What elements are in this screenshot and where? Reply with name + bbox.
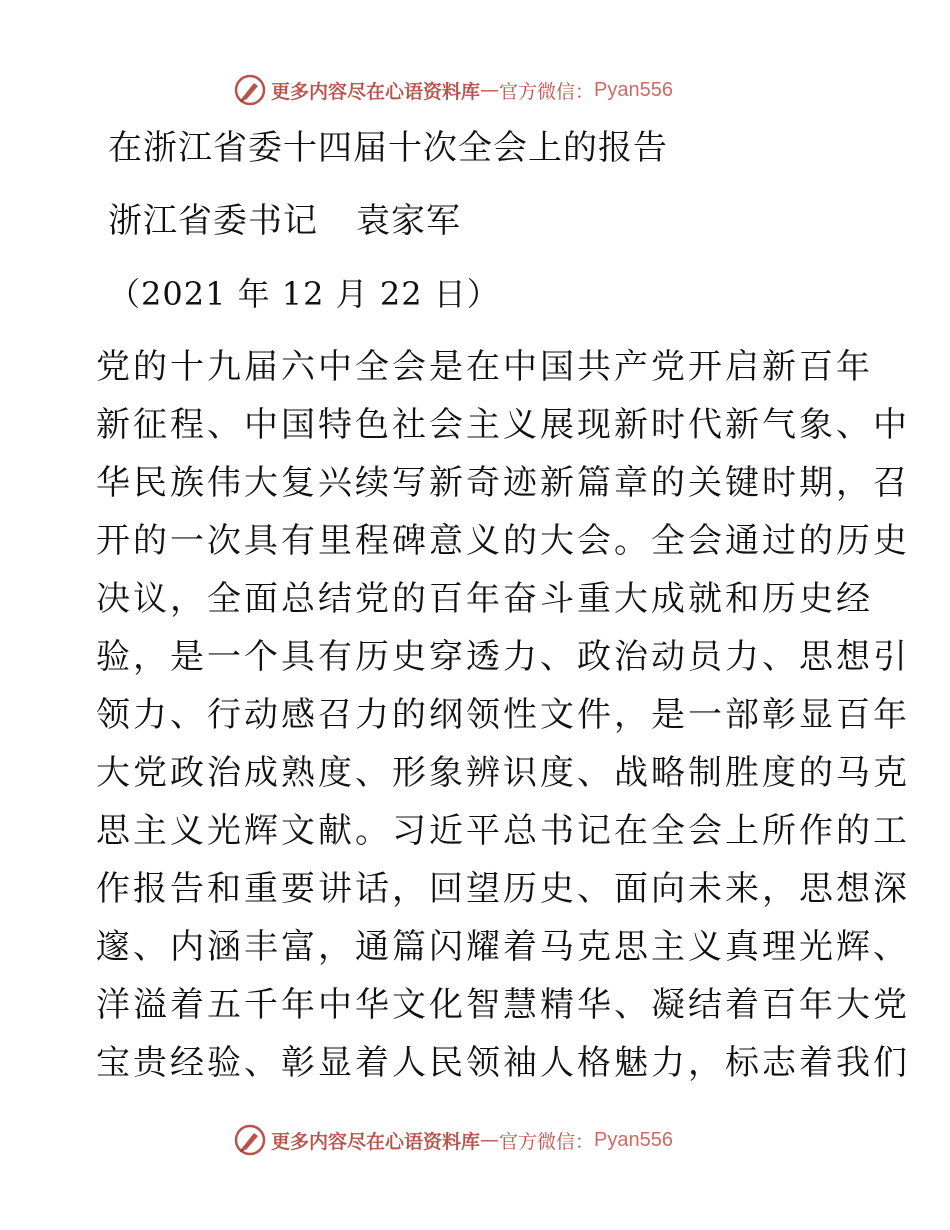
author-role: 浙江省委书记 [108,201,318,241]
body-line: 决议，全面总结党的百年奋斗重大成就和历史经 [96,579,873,619]
body-line: 开的一次具有里程碑意义的大会。全会通过的历史 [96,521,910,561]
watermark-account: Pyan556 [594,1128,673,1151]
body-line: 思主义光辉文献。习近平总书记在全会上所作的工 [96,811,910,851]
pen-nib-circle-icon [233,73,267,107]
watermark-label: 官方微信： [499,1130,595,1153]
watermark-separator: — [480,1129,500,1151]
document-title: 在浙江省委十四届十次全会上的报告 [108,128,668,168]
body-line: 宝贵经验、彰显着人民领袖人格魅力，标志着我们 [96,1043,910,1083]
watermark-banner-top [233,73,673,107]
document-author [108,201,461,241]
author-name: 袁家军 [356,201,461,241]
body-line: 洋溢着五千年中华文化智慧精华、凝结着百年大党 [96,985,910,1025]
body-line: 作报告和重要讲话，回望历史、面向未来，思想深 [96,869,910,909]
watermark-label: 官方微信： [499,80,595,103]
body-line: 邃、内涵丰富，通篇闪耀着马克思主义真理光辉、 [96,927,910,967]
watermark-text: 更多内容尽在心语资料库 [271,1130,481,1153]
watermark-text: 更多内容尽在心语资料库 [271,80,481,103]
watermark-banner-bottom [233,1123,673,1157]
watermark-separator: — [480,79,500,101]
watermark-account: Pyan556 [594,78,673,101]
body-line: 华民族伟大复兴续写新奇迹新篇章的关键时期，召 [96,463,910,503]
body-line: 大党政治成熟度、形象辨识度、战略制胜度的马克 [96,753,910,793]
body-line: 验，是一个具有历史穿透力、政治动员力、思想引 [96,637,910,677]
body-line: 党的十九届六中全会是在中国共产党开启新百年 [96,347,873,387]
document-date: （2021 年 12 月 22 日） [108,275,500,313]
body-line: 领力、行动感召力的纲领性文件，是一部彰显百年 [96,695,910,735]
body-line: 新征程、中国特色社会主义展现新时代新气象、中 [96,405,910,445]
pen-nib-circle-icon [233,1123,267,1157]
